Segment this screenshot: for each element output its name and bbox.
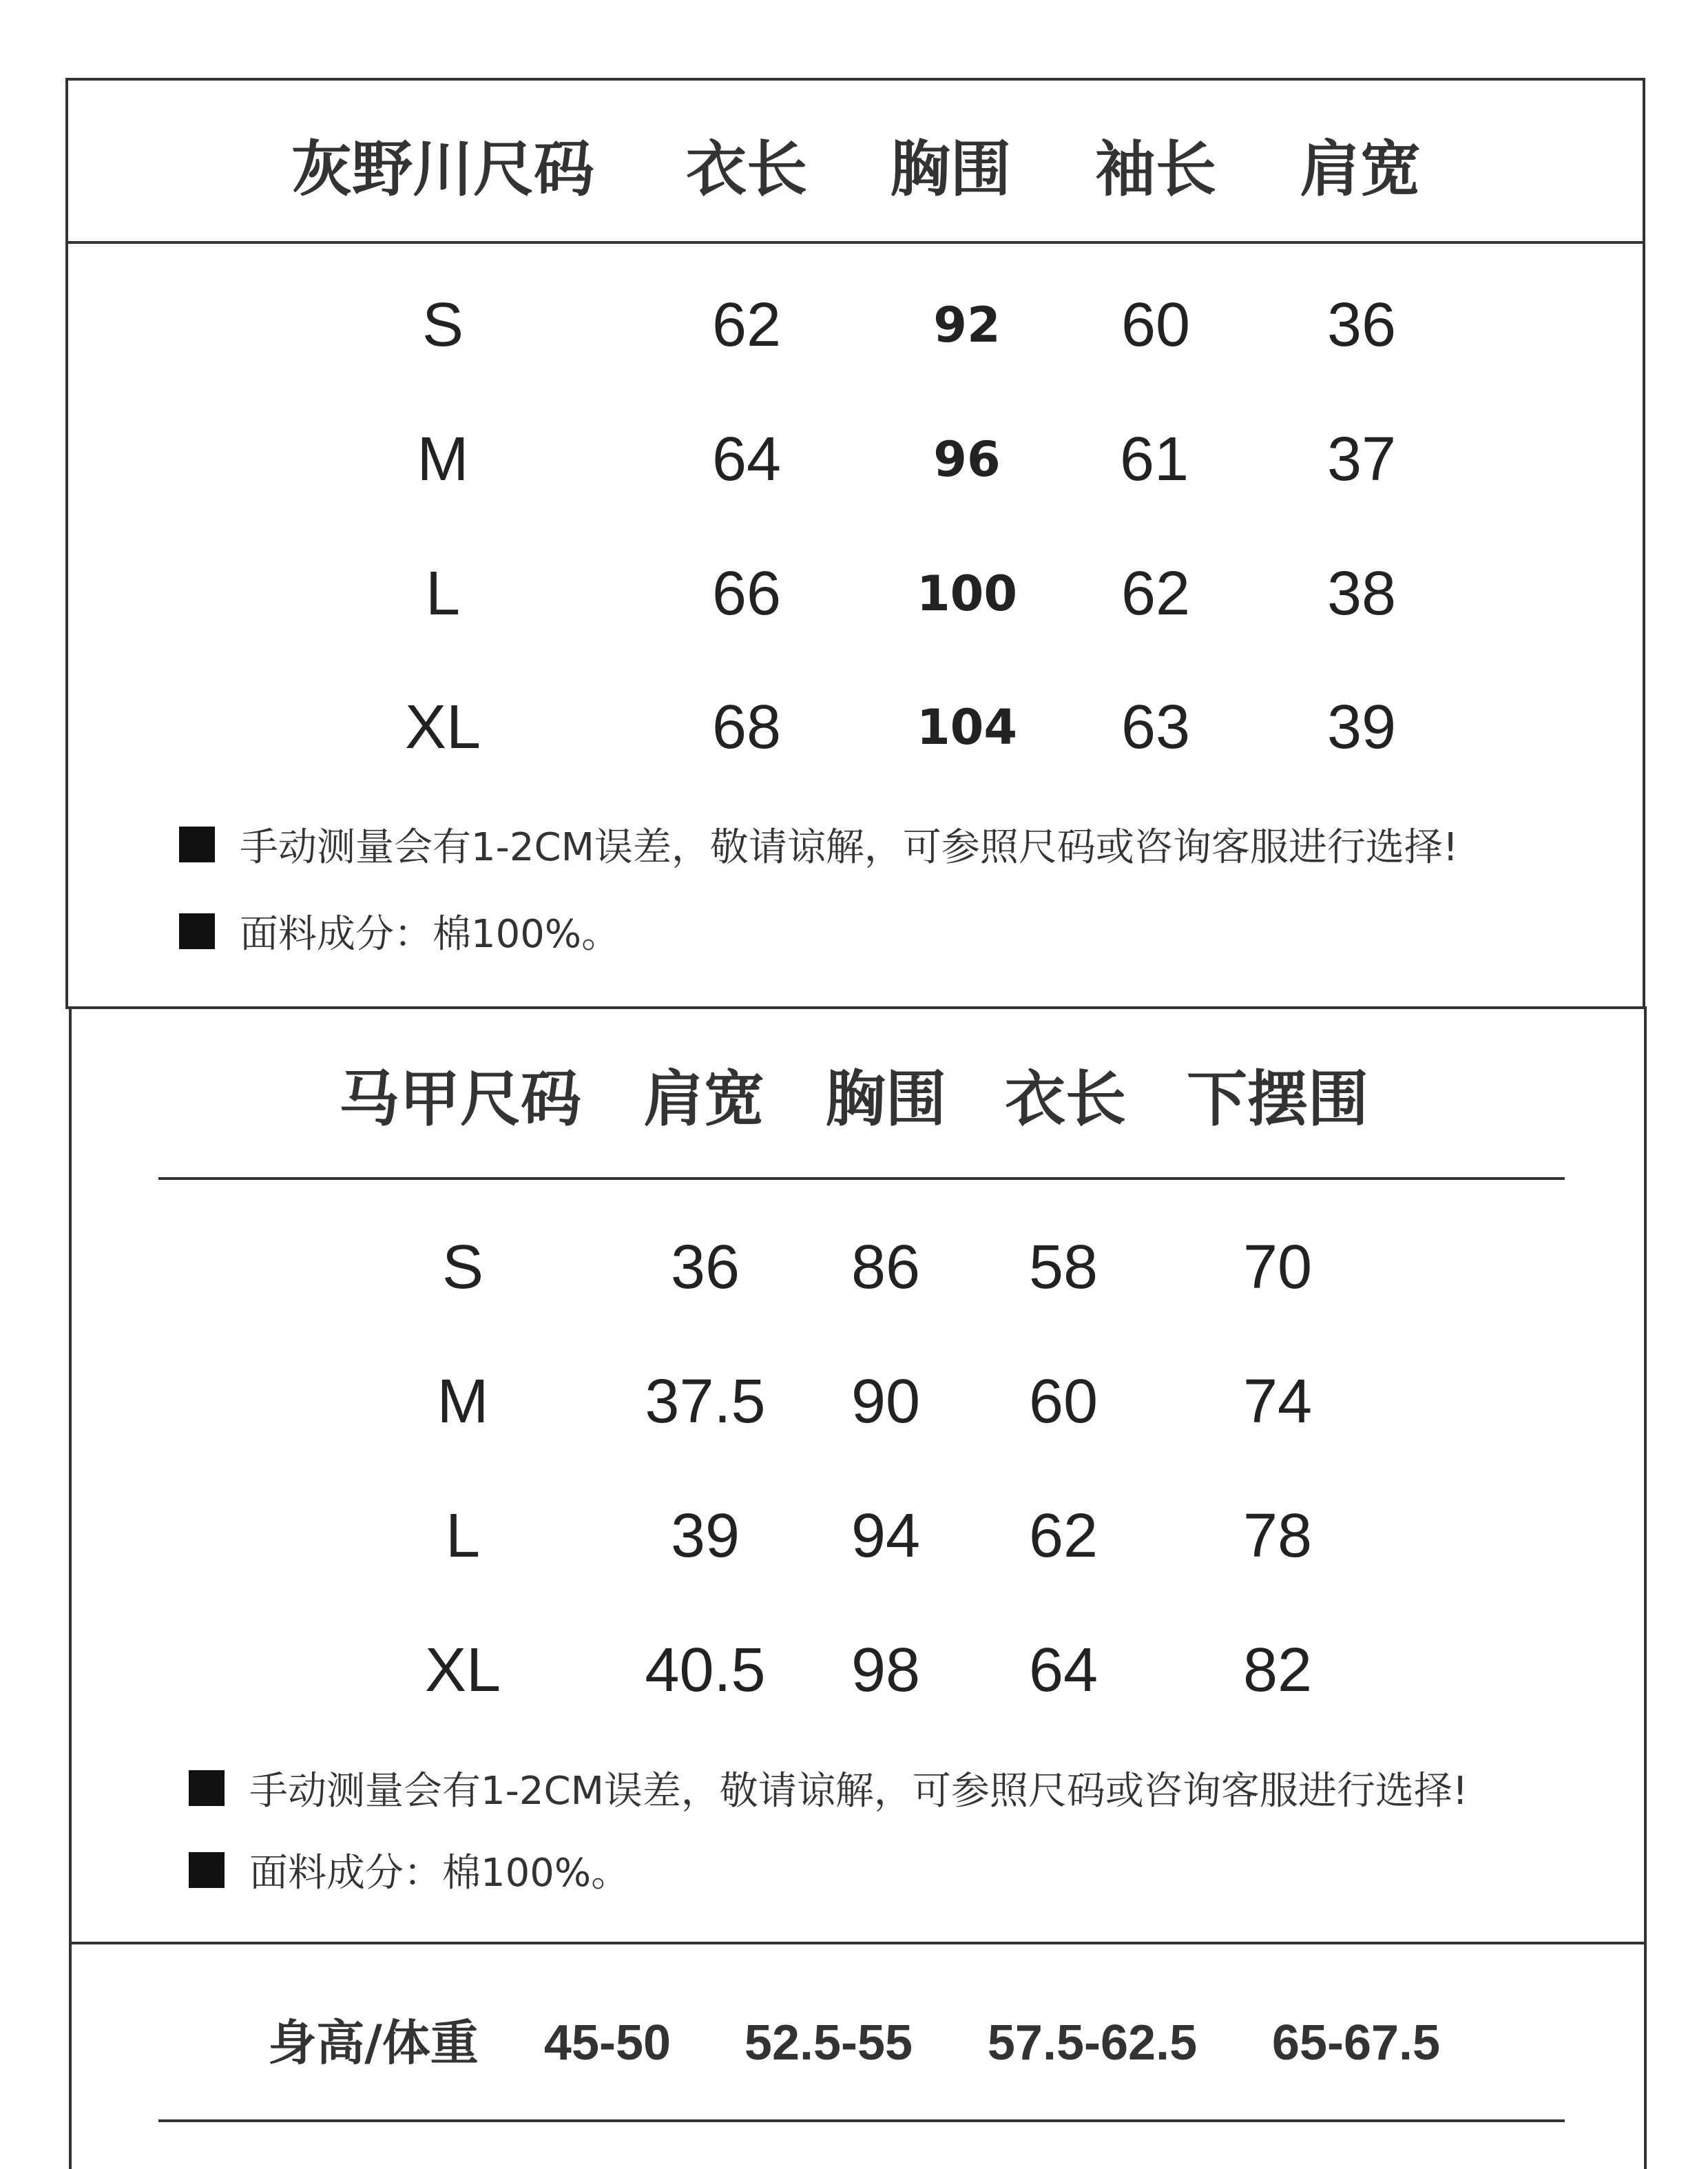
table1-header-size: 灰野川尺码 [291,134,595,205]
table2-cell: 60 [1028,1367,1098,1436]
table2-cell: 74 [1242,1367,1313,1436]
table2-header-hem: 下摆围 [1186,1063,1369,1134]
table2-size: XL [424,1636,501,1705]
table1-cell: 36 [1326,291,1397,360]
table2-cell: 94 [851,1502,921,1570]
table2-cell: 78 [1242,1502,1313,1570]
square-bullet-icon [179,913,215,949]
note-text: 面料成分：棉100%。 [240,912,621,957]
table1-size: M [417,425,469,494]
table2-cell: 40.5 [645,1636,766,1705]
table2-cell: 64 [1028,1636,1098,1705]
table1-cell: 38 [1326,559,1397,628]
table2-cell: 62 [1028,1502,1098,1570]
header-divider [158,2119,1565,2122]
table1-header-sleeve: 袖长 [1094,134,1217,205]
table1-cell: 61 [1119,425,1189,494]
table1-cell: 62 [1121,559,1191,628]
table1-cell: 60 [1121,291,1191,360]
table2-cell: 98 [851,1636,921,1705]
table1-cell: 68 [711,693,782,762]
table3-header-range: 57.5-62.5 [987,2015,1198,2071]
table2-cell: 86 [851,1233,921,1302]
header-divider [68,241,1643,244]
table1-size: XL [404,693,481,762]
note-text: 手动测量会有1-2CM误差，敬请谅解，可参照尺码或咨询客服进行选择! [249,1769,1468,1814]
table1-header-length: 衣长 [685,134,808,205]
table3-header-range: 45-50 [543,2015,671,2071]
table1-note-fabric [179,904,620,959]
table1-cell: 63 [1121,693,1191,762]
table1-cell: 62 [711,291,782,360]
table1-cell: 64 [711,425,782,494]
note-text: 手动测量会有1-2CM误差，敬请谅解，可参照尺码或咨询客服进行选择! [240,825,1459,870]
table1-cell: 100 [916,565,1018,622]
table1-cell: 96 [933,431,1001,488]
table2-cell: 39 [670,1502,740,1570]
table1-cell: 66 [711,559,782,628]
table1-header-chest: 胸围 [889,134,1012,205]
header-divider [158,1177,1565,1180]
table2-header-length: 衣长 [1004,1063,1127,1134]
table2-note-tolerance [189,1761,1468,1816]
table2-size: L [445,1502,481,1570]
table3-header-range: 65-67.5 [1271,2015,1441,2071]
table2-header-chest: 胸围 [824,1063,947,1134]
table1-cell: 104 [916,699,1018,756]
note-text: 面料成分：棉100%。 [249,1851,630,1896]
square-bullet-icon [189,1852,225,1888]
square-bullet-icon [179,827,215,862]
table2-cell: 58 [1028,1233,1098,1302]
table1-header-shoulder: 肩宽 [1299,134,1421,205]
table1-cell: 37 [1326,425,1397,494]
square-bullet-icon [189,1770,225,1806]
table2-header-shoulder: 肩宽 [643,1063,765,1134]
table2-cell: 36 [670,1233,740,1302]
table2-cell: 90 [851,1367,921,1436]
table3-header-range: 52.5-55 [744,2015,913,2071]
table2-header-size: 马甲尺码 [338,1063,582,1134]
table2-size: S [441,1233,484,1302]
table1-cell: 39 [1326,693,1397,762]
table1-note-tolerance [179,817,1458,872]
table1-size: S [421,291,464,360]
table1-size: L [425,559,461,628]
table3-header-label: 身高/体重 [268,2015,479,2071]
table2-size: M [437,1367,489,1436]
table2-cell: 70 [1242,1233,1313,1302]
table2-note-fabric [189,1843,629,1898]
table2-cell: 82 [1242,1636,1313,1705]
table1-cell: 92 [933,297,1001,353]
table2-cell: 37.5 [645,1367,766,1436]
